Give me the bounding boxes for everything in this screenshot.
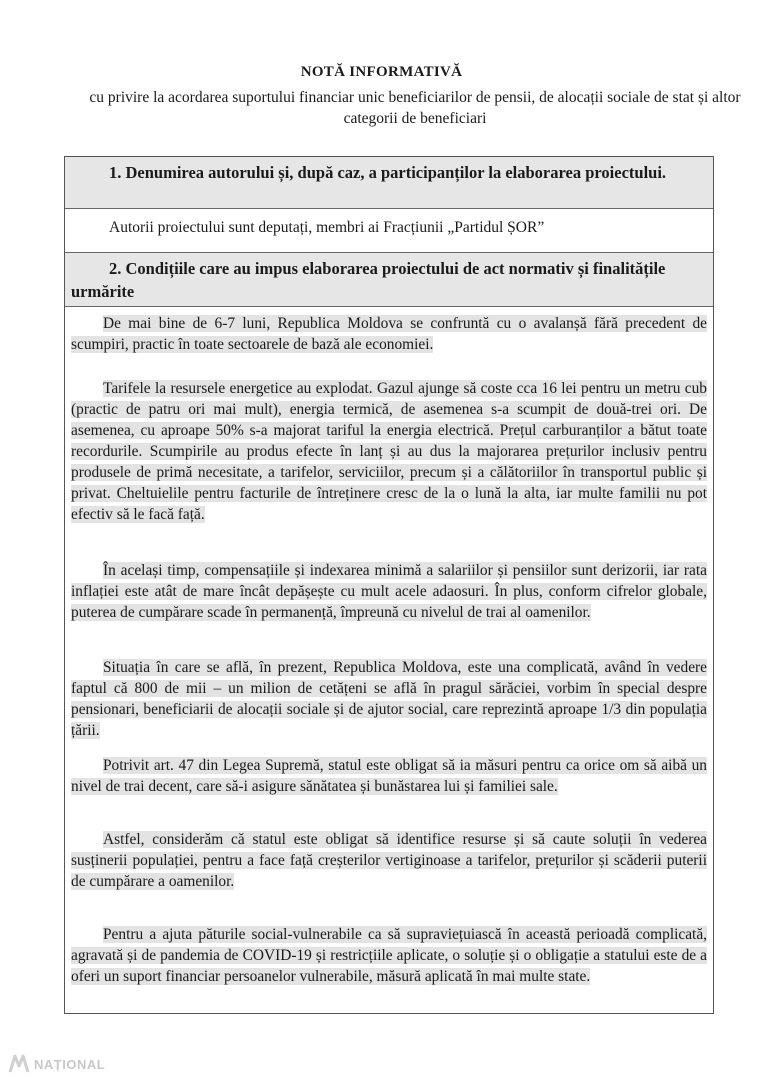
national-logo-icon [8,1054,30,1074]
document-title: NOTĂ INFORMATIVĂ [300,64,463,80]
section-1-heading: 1. Denumirea autorului și, după caz, a participanților la elaborarea proiectului. [109,163,667,182]
section-1-authors: Autorii proiectului sunt deputați, membri ai Fracțiunii „Partidul ȘOR” [109,219,545,236]
paragraph-2-text: Tarifele la resursele energetice au explodat. Gazul ajunge să coste cca 16 lei pentru un metru cub (practic de patru ori mai mult), energia termică, de asemenea s-a scumpit de două-trei ori. De asemenea, cu aproape 50% s-a majorat tariful la energia electrică. Prețul carburanților a bătut toate recordurile. Scumpirile au produs efecte în lanț și au dus la majorarea prețurilor inclusiv pentru produsele de primă necesitate, a tarifelor, serviciilor, precum și a călătoriilor în transportul public și privat. Cheltuielile pentru facturile de întreținere cresc de la o lună la alta, iar multe familii nu pot efectiv să le facă față. [71,380,707,523]
paragraph-5-text: Potrivit art. 47 din Legea Supremă, statul este obligat să ia măsuri pentru ca orice om să aibă un nivel de trai decent, care să-i asigure sănătatea și bunăstarea lui și familiei sale. [71,757,707,795]
information-table [64,156,714,1014]
paragraph-1-text: De mai bine de 6-7 luni, Republica Moldova se confruntă cu o avalanșă fără precedent de scumpiri, practic în toate sectoarele de bază ale economiei. [71,315,707,353]
document-subtitle: cu privire la acordarea suportului financiar unic beneficiarilor de pensii, de alocații sociale de stat și altor categorii de beneficiari [89,89,741,127]
section-2-heading-row [65,253,713,307]
section-2-content [65,307,713,1013]
paragraph-3 [71,560,707,623]
paragraph-2 [71,378,707,525]
paragraph-4-text: Situația în care se află, în prezent, Republica Moldova, este una complicată, având în vedere faptul că 800 de mii – un milion de cetățeni se află în pragul sărăciei, vorbim în special despre pensionari, beneficiarii de alocații sociale și de ajutor social, care reprezintă aproape 1/3 din populația țării. [71,659,707,739]
national-watermark-text: NAȚIONAL [34,1056,106,1072]
national-watermark [8,1054,105,1074]
paragraph-4 [71,657,707,741]
paragraph-6-text: Astfel, considerăm că statul este obligat să identifice resurse și să caute soluții în vederea susținerii populației, pentru a face față creșterilor vertiginoase a tarifelor, prețurilor și scăderii puterii de cumpărare a oamenilor. [71,831,707,890]
paragraph-3-text: În același timp, compensațiile și indexarea minimă a salariilor și pensiilor sunt derizorii, iar rata inflației este atât de mare încât depășește cu mult acele adaosuri. În plus, conform cifrelor globale, puterea de cumpărare scade în permanență, împreună cu nivelul de trai al oamenilor. [71,562,707,621]
paragraph-6 [71,829,707,892]
paragraph-7 [71,924,707,987]
paragraph-1 [71,313,707,355]
paragraph-5 [71,755,707,797]
section-1-heading-row [65,157,713,209]
section-1-content-row [65,209,713,253]
section-2-heading: 2. Condițiile care au impus elaborarea proiectului de act normativ și finalitățile urmărite [71,259,666,301]
paragraph-7-text: Pentru a ajuta păturile social-vulnerabile ca să supraviețuiască în această perioadă complicată, agravată și de pandemia de COVID-19 și restricțiile aplicate, o soluție și o obligație a statului este de a oferi un suport financiar persoanelor vulnerabile, măsură aplicată în mai multe state. [71,926,707,985]
